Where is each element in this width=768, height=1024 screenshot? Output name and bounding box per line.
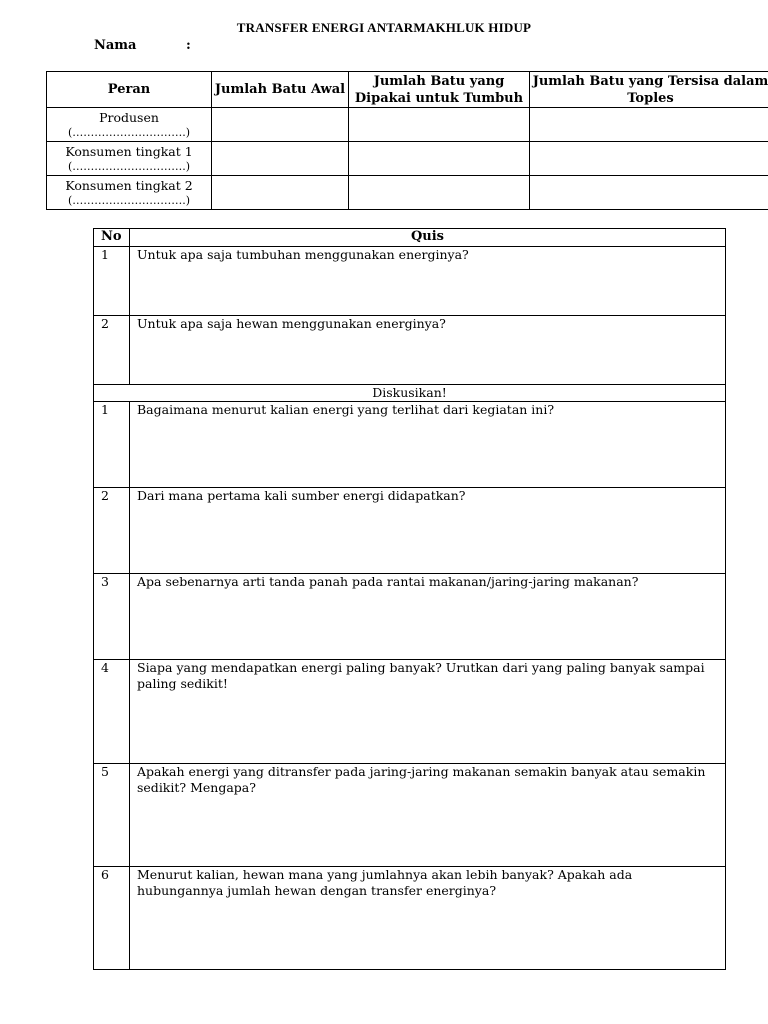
role-cell: [47, 142, 212, 176]
nama-label: Nama: [94, 38, 137, 53]
header-quis: Quis: [130, 229, 726, 247]
empty-cell[interactable]: [212, 108, 349, 142]
empty-cell[interactable]: [349, 176, 530, 210]
table-row: [94, 867, 726, 970]
question-text: Untuk apa saja tumbuhan menggunakan energinya?: [130, 247, 726, 316]
question-text: Apakah energi yang ditransfer pada jaring-jaring makanan semakin banyak atau semakin sedikit? Mengapa?: [130, 764, 726, 867]
table-row: [94, 660, 726, 764]
header-no: No: [94, 229, 130, 247]
question-number: 5: [94, 764, 130, 867]
question-text: Menurut kalian, hewan mana yang jumlahnya akan lebih banyak? Apakah ada hubungannya jumlah hewan dengan transfer energinya?: [130, 867, 726, 970]
question-number: 3: [94, 574, 130, 660]
role-cell: [47, 108, 212, 142]
table-row: [47, 108, 768, 142]
question-text: Untuk apa saja hewan menggunakan energinya?: [130, 316, 726, 385]
question-text: Dari mana pertama kali sumber energi didapatkan?: [130, 488, 726, 574]
table-row: [94, 574, 726, 660]
empty-cell[interactable]: [530, 108, 768, 142]
role-name: Konsumen tingkat 1: [65, 143, 193, 159]
table-row: [94, 247, 726, 316]
section-diskusikan: Diskusikan!: [94, 385, 726, 402]
question-number: 1: [94, 247, 130, 316]
empty-cell[interactable]: [530, 142, 768, 176]
table-row: [47, 142, 768, 176]
role-cell: [47, 176, 212, 210]
header-jumlah-batu-awal: Jumlah Batu Awal: [212, 72, 349, 108]
role-name: Produsen: [99, 109, 159, 125]
quiz-header-row: [94, 229, 726, 247]
role-name: Konsumen tingkat 2: [65, 177, 193, 193]
table-row: [94, 764, 726, 867]
empty-cell[interactable]: [349, 142, 530, 176]
question-text: Bagaimana menurut kalian energi yang terlihat dari kegiatan ini?: [130, 402, 726, 488]
question-number: 4: [94, 660, 130, 764]
table-row: [94, 316, 726, 385]
nama-colon: :: [186, 38, 191, 53]
table-row: [47, 176, 768, 210]
header-jumlah-batu-dipakai: Jumlah Batu yang Dipakai untuk Tumbuh: [349, 72, 530, 108]
question-number: 1: [94, 402, 130, 488]
empty-cell[interactable]: [530, 176, 768, 210]
question-number: 6: [94, 867, 130, 970]
empty-cell[interactable]: [212, 142, 349, 176]
table-row: [94, 402, 726, 488]
header-jumlah-batu-tersisa: Jumlah Batu yang Tersisa dalam Toples: [530, 72, 768, 108]
header-peran: Peran: [47, 72, 212, 108]
worksheet-title: TRANSFER ENERGI ANTARMAKHLUK HIDUP: [236, 20, 532, 35]
question-number: 2: [94, 488, 130, 574]
question-text: Apa sebenarnya arti tanda panah pada rantai makanan/jaring-jaring makanan?: [130, 574, 726, 660]
roles-table: [46, 71, 768, 210]
table-row: [94, 488, 726, 574]
empty-cell[interactable]: [212, 176, 349, 210]
empty-cell[interactable]: [349, 108, 530, 142]
role-blank: (………………………….): [67, 159, 191, 173]
question-number: 2: [94, 316, 130, 385]
section-row: [94, 385, 726, 402]
quiz-table: [93, 228, 726, 970]
question-text: Siapa yang mendapatkan energi paling banyak? Urutkan dari yang paling banyak sampai paling sedikit!: [130, 660, 726, 764]
role-blank: (………………………….): [67, 125, 191, 139]
role-blank: (………………………….): [67, 193, 191, 207]
roles-header-row: [47, 72, 768, 108]
